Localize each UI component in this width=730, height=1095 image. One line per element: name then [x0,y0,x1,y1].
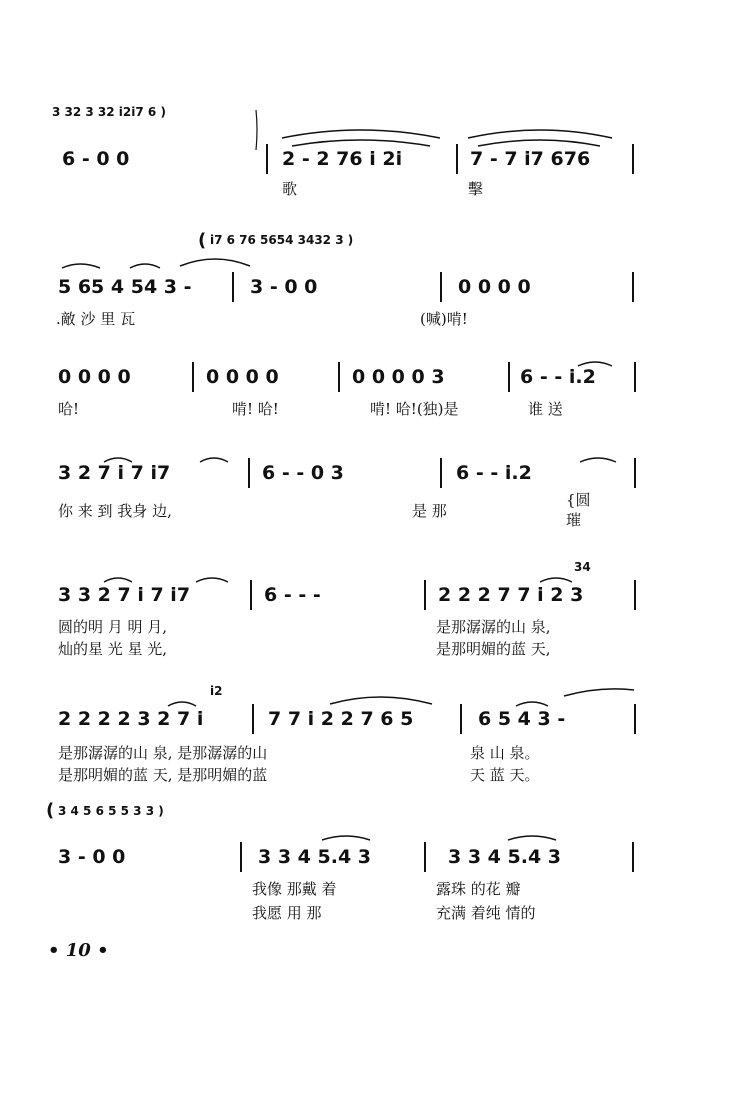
page-number: • 10 • [48,940,109,961]
barline [632,272,634,302]
lyric-line-2a: 我愿 用 那 [252,904,322,922]
grace-open: ( [46,800,55,821]
grace-notes: 34 [574,560,591,574]
barline [248,458,250,488]
grace-open: ( [198,230,207,251]
barline [508,362,510,392]
barline [250,580,252,610]
measure-4: 6 - - i.2 [520,366,596,388]
barline [634,458,636,488]
barline [240,842,242,872]
barline [192,362,194,392]
lyric-2: 擊 [468,180,484,198]
measure-2: 3 - 0 0 [250,276,318,298]
barline [634,362,636,392]
lyric-2: (喊)啃! [420,310,468,328]
lyric-line-2b: 天 蓝 天。 [470,766,540,784]
lyric-1: 歌 [282,180,298,198]
slur-marks [0,800,730,880]
lyric-4: 谁 送 [528,400,563,418]
lyric-2: 啃! 哈! [232,400,279,418]
lyric-line-1b: 泉 山 泉。 [470,744,540,762]
barline [232,272,234,302]
measure-2: 3 3 4 5.4 3 [258,846,371,868]
measure-3: 2 2 2 7 7 i 2 3 [438,584,584,606]
measure-3: 6 - - i.2 [456,462,532,484]
barline-end [632,144,634,174]
barline [338,362,340,392]
measure-1: 0 0 0 0 [58,366,131,388]
measure-2: 6 - - 0 3 [262,462,344,484]
lyric-line-2b: 是那明媚的蓝 天, [436,640,551,658]
barline [252,704,254,734]
barline [440,272,442,302]
barline [460,704,462,734]
barline [632,842,634,872]
grace-notes: 3 32 3 32 i2i7 6 ) [52,105,166,119]
lyric-2: 是 那 [412,502,447,520]
lyric-line-2a: 灿的星 光 星 光, [58,640,168,658]
barline [456,144,458,174]
lyric-1: .敵 沙 里 瓦 [56,310,136,328]
measure-1: 2 2 2 2 3 2 7 i [58,708,204,730]
measure-1: 6 - 0 0 [62,148,130,170]
lyric-line-1b: 是那潺潺的山 泉, [436,618,551,636]
measure-2: 0 0 0 0 [206,366,279,388]
lyric-3: {圆 璀 [566,491,591,529]
measure-3: 6 5 4 3 - [478,708,566,730]
barline [634,704,636,734]
measure-3: 0 0 0 0 3 [352,366,445,388]
grace-notes: i7 6 76 5654 3432 3 ) [210,233,354,247]
lyric-line-1a: 是那潺潺的山 泉, 是那潺潺的山 [58,744,268,762]
measure-1: 3 3 2 7 i 7 i7 [58,584,191,606]
measure-3: 3 3 4 5.4 3 [448,846,561,868]
measure-3: 0 0 0 0 [458,276,531,298]
grace-notes: 3 4 5 6 5 5 3 3 ) [58,804,164,818]
grace-notes: i2 [210,684,223,698]
barline [424,842,426,872]
lyric-1: 你 来 到 我身 边, [58,502,172,520]
lyric-line-1b: 露珠 的花 瓣 [436,880,521,898]
measure-1: 3 2 7 i 7 i7 [58,462,171,484]
lyric-line-2b: 充满 着纯 情的 [436,904,536,922]
lyric-line-1a: 我像 那戴 着 [252,880,337,898]
lyric-line-1a: 圆的明 月 明 月, [58,618,168,636]
measure-2: 6 - - - [264,584,321,606]
barline [634,580,636,610]
lyric-1: 哈! [58,400,80,418]
barline [440,458,442,488]
barline [424,580,426,610]
lyric-3: 啃! 哈!(独)是 [370,400,459,418]
measure-2: 7 7 i 2 2 7 6 5 [268,708,414,730]
barline [266,144,268,174]
measure-1: 3 - 0 0 [58,846,126,868]
measure-3: 7 - 7 i7 676 [470,148,591,170]
measure-2: 2 - 2 76 i 2i [282,148,403,170]
lyric-line-2a: 是那明媚的蓝 天, 是那明媚的蓝 [58,766,268,784]
measure-1: 5 65 4 54 3 - [58,276,192,298]
